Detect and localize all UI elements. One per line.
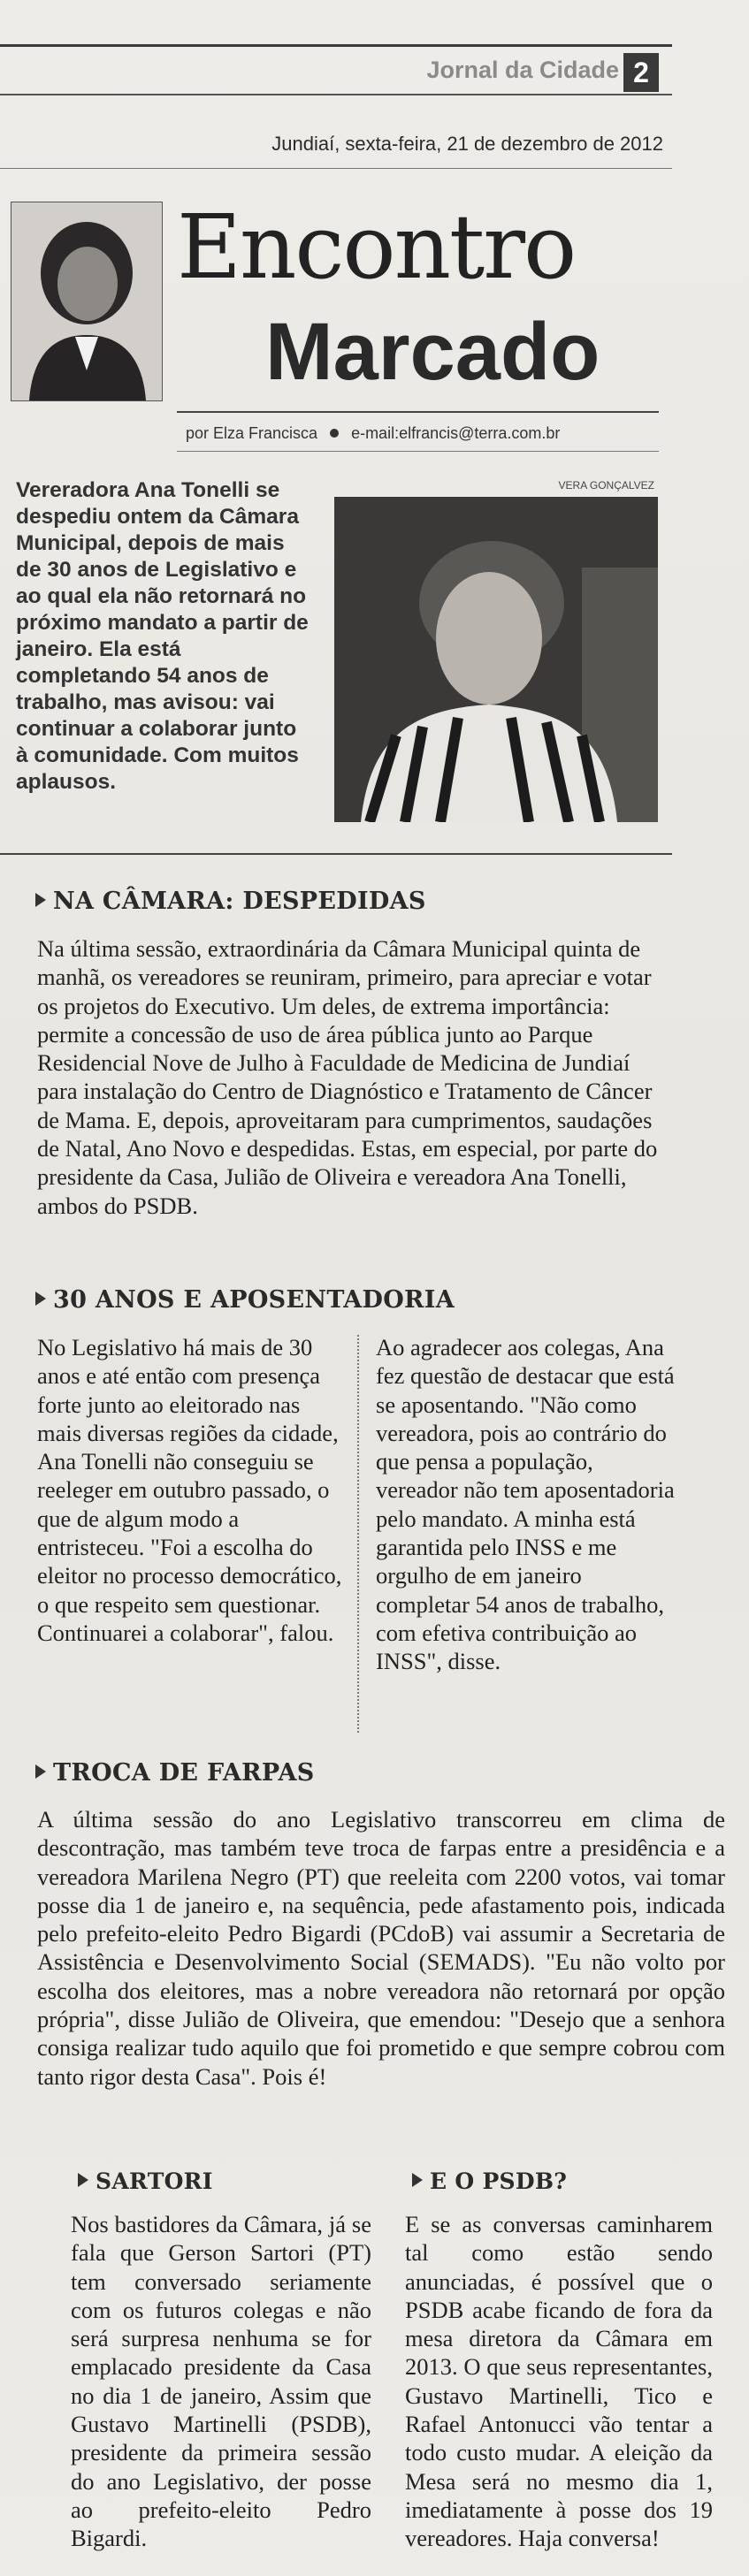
column-title-line1: Encontro [177,195,576,299]
dateline: Jundiaí, sexta-feira, 21 de dezembro de 2012 [271,133,663,155]
header-rule [0,94,672,95]
author-name: por Elza Francisca [186,424,318,442]
triangle-bullet-icon [35,893,46,907]
header-bottom-rule [0,168,672,169]
triangle-bullet-icon [35,1292,46,1306]
intro-bottom-rule [0,853,672,855]
column-title-line2: Marcado [265,307,600,397]
section-heading-psdb: E O PSDB? [412,2168,567,2194]
section-body-despedidas: Na última sessão, extraordinária da Câmara Municipal quinta de manhã, os vereadores se reuniram, primeiro, para apreciar e votar os projetos do Executivo. Um deles, de extrema importância: permite a concessão de uso de área pública junto ao Parque Residencial Nove de Julho à Faculdade de Medicina de Jundiaí para instalação do Centro de Diagnóstico e Tratamento de Câncer de Mama. E, depois, aproveitaram para cumprimentos, saudações de Natal, Ano Novo e despedidas. Estas, em especial, por parte do presidente da Casa, Julião de Oliveira e vereadora Ana Tonelli, ambos do PSDB. [37,935,658,1219]
bullet-icon [330,429,339,438]
section-heading-aposentadoria: 30 ANOS E APOSENTADORIA [35,1286,455,1314]
triangle-bullet-icon [78,2173,88,2187]
columnist-portrait [11,202,163,401]
author-email: e-mail:elfrancis@terra.com.br [351,424,561,442]
photo-credit: VERA GONÇALVEZ [558,479,654,492]
vereadora-photo [334,497,658,822]
header-top-rule [0,44,672,47]
column-divider [357,1335,359,1733]
intro-text: Vereradora Ana Tonelli se despediu ontem da Câmara Municipal, depois de mais de 30 anos de Legislativo e ao qual ela não retornará no próximo mandato a partir de janeiro. Ela está completando 54 anos de trabalho, mas avisou: vai continuar a colaborar junto à comunidade. Com muitos aplausos. [16,478,309,794]
byline-bottom-rule [177,451,659,452]
section-col2-aposentadoria: Ao agradecer aos colegas, Ana fez questão de destacar que está se aposentando. "Não como vereadora, pois ao contrário do que pensa a população, vereador não tem aposentadoria pelo mandato. A minha está garantida pelo INSS e me orgulho de em janeiro completar 54 anos de trabalho, com efetiva contribuição ao INSS", disse. [376,1334,675,1675]
section-heading-farpas: TROCA DE FARPAS [35,1759,315,1787]
triangle-bullet-icon [35,1764,46,1779]
masthead: Jornal da Cidade [426,57,619,83]
section-col1-aposentadoria: No Legislativo há mais de 30 anos e até então com presença forte junto ao eleitorado nas mais diversas regiões da cidade, Ana Tonelli não conseguiu se reeleger em outubro passado, o que de algum modo a entristeceu. "Foi a escolha do eleitor no processo democrático, o que respeito sem questionar. Continuarei a colaborar", falou. [37,1334,342,1646]
triangle-bullet-icon [412,2173,423,2187]
byline [186,424,663,443]
section-heading-despedidas: NA CÂMARA: DESPEDIDAS [35,888,426,915]
section-body-farpas: A última sessão do ano Legislativo transcorreu em clima de descontração, mas também teve troca de farpas entre a presidência e a vereadora Marilena Negro (PT) que reeleita com 2200 votos, vai tomar posse dia 1 de janeiro e, na sequência, pede afastamento pois, indicada pelo prefeito-eleito Pedro Bigardi (PCdoB) vai assumir a Secretaria de Assistência e Desenvolvimento Social (SEMADS). "Eu não volto por escolha dos eleitores, mas a nobre vereadora não retornará por opção própria", disse Julião de Oliveira, que emendou: "Desejo que a senhora consiga realizar tudo aquilo que foi prometido e que sempre cobrou com tanto rigor desta Casa". Pois é! [37,1806,725,2090]
section-body-psdb: E se as conversas caminharem tal como estão sendo anunciadas, é possível que o PSDB acabe ficando de fora da mesa diretora da Câmara em 2013. O que seus representantes, Gustavo Martinelli, Tico e Rafael Antonucci vão tentar a todo custo mudar. A eleição da Mesa será no mesmo dia 1, imediatamente à posse dos 19 vereadores. Haja conversa! [405,2211,713,2552]
section-heading-sartori: SARTORI [78,2168,213,2194]
section-body-sartori: Nos bastidores da Câmara, já se fala que Gerson Sartori (PT) tem conversado seriamente com os futuros colegas e não será surpresa nenhuma se for emplacado presidente da Casa no dia 1 de janeiro, Assim que Gustavo Martinelli (PSDB), presidente da primeira sessão do ano Legislativo, der posse ao prefeito-eleito Pedro Bigardi. [71,2211,371,2552]
byline-top-rule [177,411,659,413]
page-number: 2 [623,53,659,92]
